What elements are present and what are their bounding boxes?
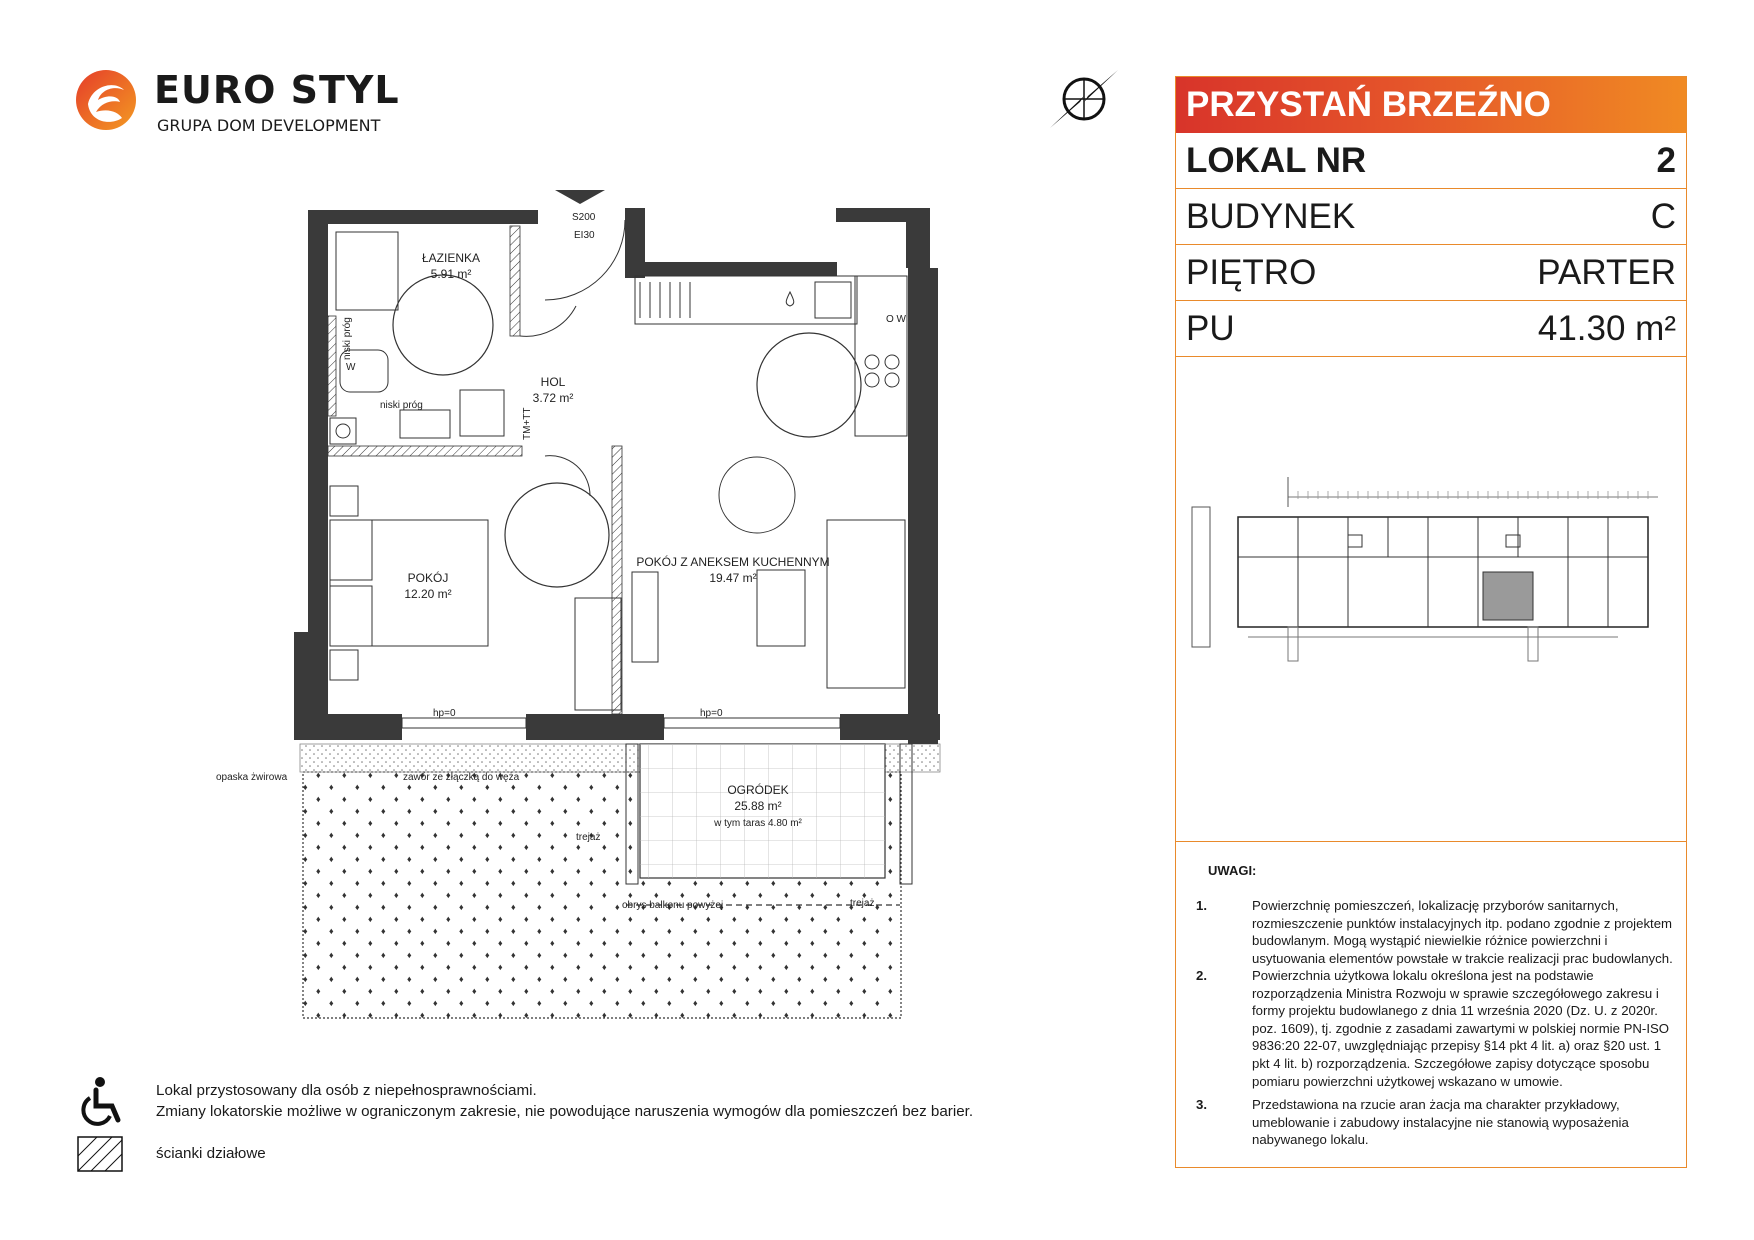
room-salon-area: 19.47 m² (709, 571, 757, 585)
gravel-label: opaska żwirowa (216, 772, 288, 783)
threshold-label: niski próg (380, 400, 423, 411)
note-text: Powierzchnię pomieszczeń, lokalizację przyborów sanitarnych, rozmieszczenie punktów instalacyjnych itp. podano zgodnie z projektem budowlanym. Mogą wystąpić niewielkie różnice powierzchni i usytuowania elementów powstałe w trakcie realizacji prac budowlanych. (1252, 898, 1673, 966)
row-pu (1176, 301, 1686, 357)
brand-logo (74, 68, 400, 148)
room-hol-area: 3.72 m² (532, 391, 574, 405)
threshold-label: niski próg (342, 317, 353, 360)
note-item (1196, 897, 1676, 967)
highlighted-unit (1483, 572, 1533, 620)
project-title: PRZYSTAŃ BRZEŹNO (1176, 77, 1686, 133)
room-pokoj-name: POKÓJ (407, 571, 449, 585)
row-label: BUDYNEK (1186, 197, 1356, 236)
accessibility-text-line1: Lokal przystosowany dla osób z niepełnosprawnościami. (156, 1082, 537, 1099)
room-salon-name: POKÓJ Z ANEKSEM KUCHENNYM (636, 555, 830, 569)
accessibility-text-line2: Zmiany lokatorskie możliwe w ograniczonym zakresie, nie powodujące naruszenia wymogów dla pomieszczeń bez barier. (156, 1103, 974, 1120)
accessibility-legend (156, 1080, 973, 1122)
partition-hatch-icon (77, 1136, 123, 1172)
entrance-arrow-icon (555, 190, 605, 204)
note-number: 3. (1196, 1097, 1207, 1112)
threshold-height-label: hp=0 (700, 708, 723, 719)
tmtt-label: TM+TT (522, 407, 533, 440)
row-label: PIĘTRO (1186, 253, 1317, 292)
row-value: C (1650, 197, 1676, 236)
room-lazienka-area: 5.91 m² (430, 267, 472, 281)
notes-separator (1176, 841, 1686, 842)
room-ogrodek-area: 25.88 m² (734, 799, 782, 813)
door-class-label: S200 (572, 212, 596, 223)
row-value: PARTER (1537, 253, 1676, 292)
floor-plan (200, 180, 960, 1040)
door-swings (520, 220, 625, 496)
ow-label: O W (886, 314, 906, 325)
note-number: 2. (1196, 968, 1207, 983)
note-item (1196, 1096, 1676, 1151)
room-pokoj-area: 12.20 m² (404, 587, 452, 601)
room-ogrodek-extra: w tym taras 4.80 m² (714, 818, 802, 829)
note-item (1196, 967, 1676, 1087)
row-label: LOKAL NR (1186, 141, 1367, 180)
note-text: Przedstawiona na rzucie aran żacja ma charakter przykładowy, umeblowanie i zabudowy instalacyjne nie stanowią wyposażenia nabywanego lokalu. (1252, 1097, 1629, 1148)
row-value: 41.30 m² (1537, 309, 1676, 348)
row-value: 2 (1656, 141, 1676, 180)
row-lokal-nr (1176, 133, 1686, 189)
w-label: W (346, 362, 356, 373)
brand-name: EURO STYL (154, 68, 400, 112)
partition-legend: ścianki działowe (156, 1145, 266, 1162)
compass-north-icon (1044, 66, 1122, 132)
note-number: 1. (1196, 898, 1207, 913)
room-lazienka-name: ŁAZIENKA (421, 251, 481, 265)
valve-label: zawór ze złączką do węża (403, 772, 520, 783)
building-key-plan (1188, 477, 1672, 677)
balcony-outline-label: obrys balkonu powyżej (622, 900, 724, 911)
euro-styl-logo-icon (74, 68, 138, 132)
row-budynek (1176, 189, 1686, 245)
water-drop-icon (786, 292, 794, 306)
threshold-height-label: hp=0 (433, 708, 456, 719)
kitchen-units (635, 276, 907, 436)
brand-subtitle: GRUPA DOM DEVELOPMENT (157, 116, 381, 135)
apartment-info-panel (1175, 76, 1687, 1168)
room-ogrodek-name: OGRÓDEK (727, 783, 789, 797)
row-label: PU (1186, 309, 1235, 348)
room-hol-name: HOL (540, 375, 566, 389)
trellis-label: trejaż (576, 832, 601, 843)
wheelchair-turning-circles (393, 275, 861, 587)
row-pietro (1176, 245, 1686, 301)
sink-icon (815, 282, 851, 318)
trellis-label: trejaż (850, 898, 875, 909)
note-text: Powierzchnia użytkowa lokalu określona jest na podstawie rozporządzenia Ministra Rozwoju w sprawie szczegółowego zakresu i formy projektu budowlanego z dnia 11 września 2020 (Dz. U. z 2020r. poz. 1609), tj. zgodnie z zasadami zawartymi w polskiej normie PN-ISO 9836:20 22-07, uwzględniając przepisy §14 pkt 4 lit. a) oraz §20 ust. 1 pkt 4 lit. b) rozporządzenia. Szczegółowe zapisy dotyczące sposobu pomiaru powierzchni użytkowej wskazano w umowie. (1252, 968, 1670, 1089)
notes-title: UWAGI: (1208, 863, 1257, 878)
door-class-label: EI30 (574, 230, 595, 241)
wheelchair-icon (78, 1076, 126, 1126)
